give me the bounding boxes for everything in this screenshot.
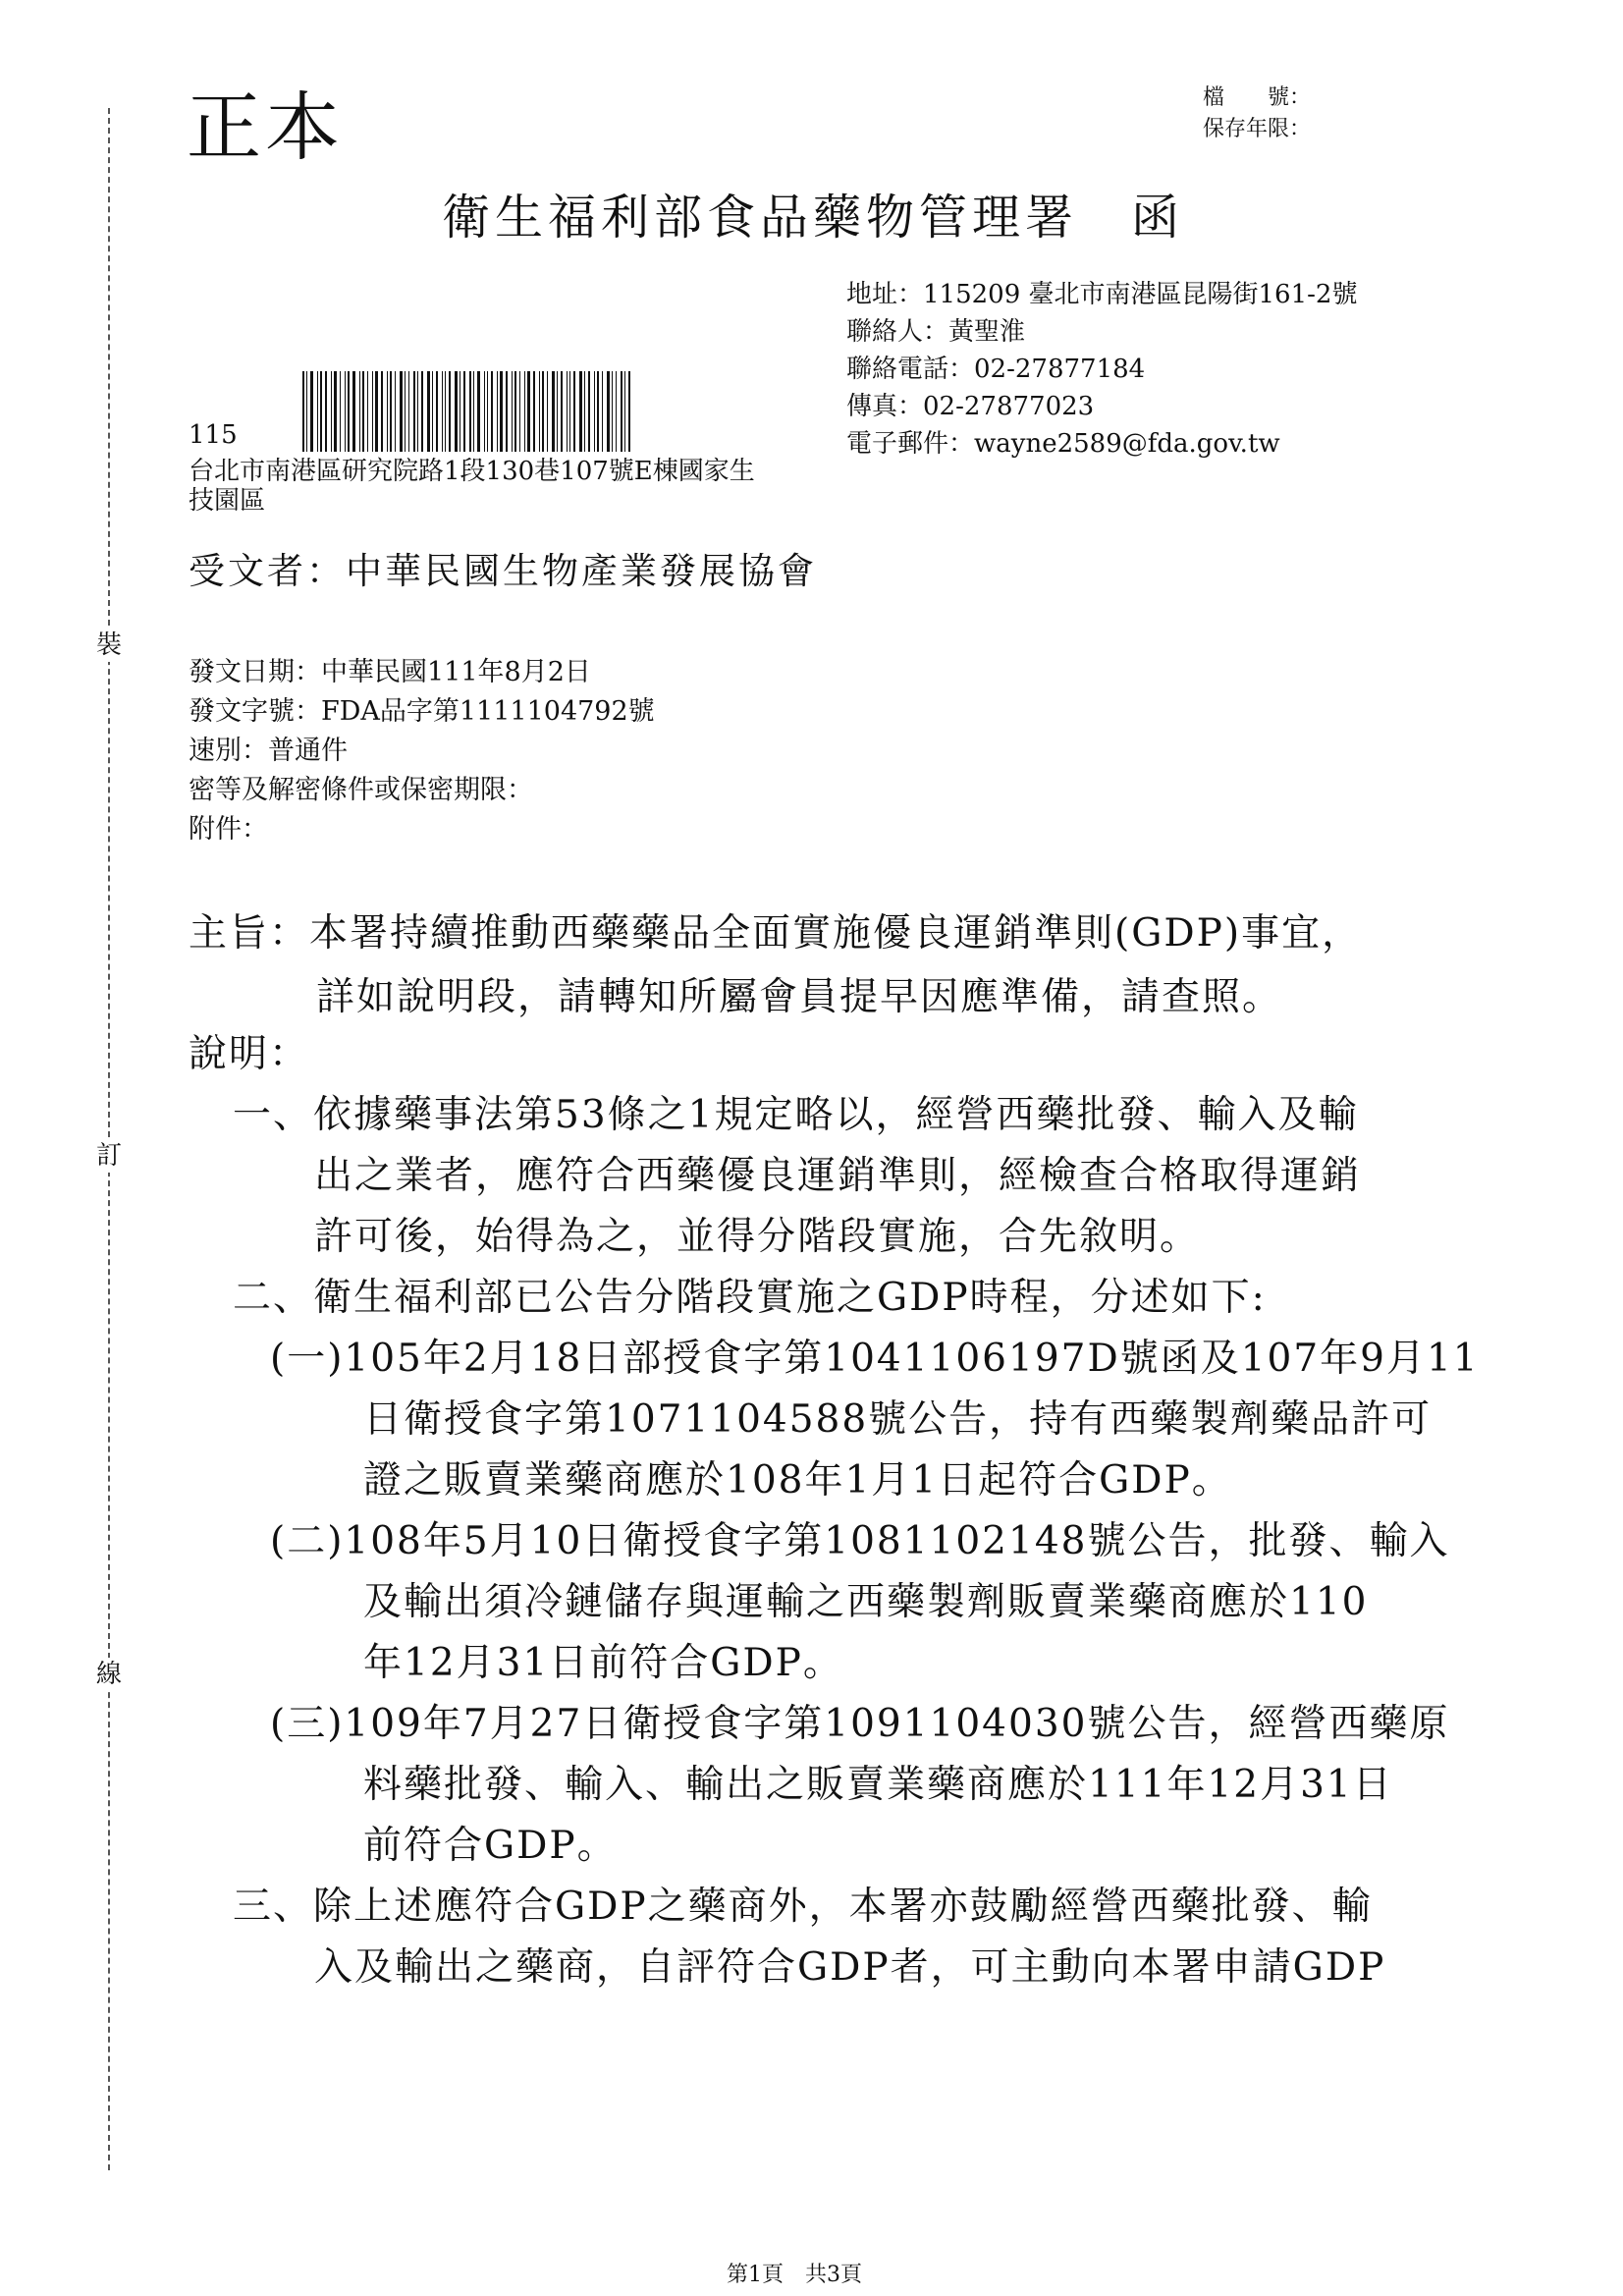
mailing-address-line2: 技園區 (189, 486, 266, 516)
item3-line1: 三、除上述應符合GDP之藥商外，本署亦鼓勵經營西藥批發、輸 (233, 1885, 1373, 1929)
contact-fax: 傳真：02-27877023 (846, 392, 1095, 421)
sub1-line3: 證之販賣業藥商應於108年1月1日起符合GDP。 (363, 1458, 1232, 1503)
barcode-bar (612, 371, 613, 452)
recipient: 受文者：中華民國生物產業發展協會 (189, 550, 817, 592)
page-number: 第1頁 共3頁 (727, 2263, 862, 2287)
barcode-bar (362, 371, 364, 452)
barcode-bar (616, 371, 617, 452)
barcode-bar (449, 371, 451, 452)
item2-line1: 二、衛生福利部已公告分階段實施之GDP時程，分述如下: (233, 1276, 1267, 1320)
sub1-line2: 日衛授食字第1071104588號公告，持有西藥製劑藥品許可 (363, 1397, 1433, 1442)
barcode-bar (519, 371, 520, 452)
barcode-bar (579, 371, 582, 452)
barcode-bar (306, 371, 307, 452)
document-number: 發文字號：FDA品字第1111104792號 (189, 696, 655, 727)
sub3-line3: 前符合GDP。 (363, 1824, 618, 1868)
barcode-bar (547, 371, 548, 452)
barcode-bar (624, 371, 625, 452)
barcode-bar (573, 371, 575, 452)
subject-line1: 主旨：本署持續推動西藥藥品全面實施優良運銷準則(GDP)事宜， (189, 911, 1363, 956)
barcode-bar (506, 371, 508, 452)
sub2-line1: (二)108年5月10日衛授食字第1081102148號公告，批發、輸入 (270, 1519, 1450, 1563)
binding-mark-line: 線 (95, 1660, 122, 1689)
barcode-bar (588, 371, 590, 452)
mail-barcode (302, 371, 679, 452)
barcode-bar (372, 371, 373, 452)
mailing-address-line1: 台北市南港區研究院路1段130巷107號E棟國家生 (189, 457, 755, 486)
barcode-bar (584, 371, 585, 452)
confidentiality: 密等及解密條件或保密期限： (189, 775, 533, 805)
barcode-bar (455, 371, 458, 452)
barcode-bar (469, 371, 471, 452)
barcode-bar (552, 371, 555, 452)
barcode-bar (302, 371, 304, 452)
retention-period-label: 保存年限： (1203, 117, 1312, 141)
sub3-line2: 料藥批發、輸入、輸出之販賣業藥商應於111年12月31日 (363, 1763, 1393, 1807)
barcode-bar (405, 371, 406, 452)
postal-code: 115 (189, 420, 238, 450)
barcode-bar (432, 371, 433, 452)
barcode-bar (628, 371, 630, 452)
barcode-bar (317, 371, 318, 452)
barcode-bar (567, 371, 568, 452)
barcode-bar (345, 371, 346, 452)
barcode-bar (621, 371, 622, 452)
barcode-bar (533, 371, 535, 452)
barcode-bar (436, 371, 438, 452)
barcode-bar (484, 371, 485, 452)
barcode-bar (413, 371, 415, 452)
binding-mark-bind: 裝 (95, 630, 122, 660)
contact-phone: 聯絡電話：02-27877184 (846, 355, 1146, 384)
barcode-bar (497, 371, 498, 452)
barcode-bar (427, 371, 430, 452)
contact-person: 聯絡人：黃聖淮 (846, 317, 1026, 347)
barcode-bar (348, 371, 350, 452)
sub1-line1: (一)105年2月18日部授食字第1041106197D號函及107年9月11 (270, 1337, 1480, 1381)
barcode-bar (597, 371, 599, 452)
barcode-bar (352, 371, 355, 452)
barcode-bar (421, 371, 423, 452)
sub2-line2: 及輸出須冷鏈儲存與運輸之西藥製劑販賣業藥商應於110 (363, 1580, 1369, 1624)
file-number-label: 檔 號： (1203, 85, 1312, 110)
barcode-bar (375, 371, 378, 452)
barcode-bar (487, 371, 488, 452)
attachment: 附件： (189, 814, 268, 845)
explanation-label: 說明： (189, 1032, 310, 1076)
sender-address: 地址：115209 臺北市南港區昆陽街161-2號 (846, 280, 1358, 309)
barcode-bar (408, 371, 409, 452)
barcode-bar (359, 371, 360, 452)
item3-line2: 入及輸出之藥商，自評符合GDP者，可主動向本署申請GDP (314, 1945, 1386, 1990)
barcode-bar (539, 371, 540, 452)
barcode-bar (477, 371, 480, 452)
issue-date: 發文日期：中華民國111年8月2日 (189, 657, 591, 687)
item1-line2: 出之業者，應符合西藥優良運銷準則，經檢查合格取得運銷 (314, 1154, 1362, 1198)
barcode-bar (400, 371, 403, 452)
barcode-bar (325, 371, 327, 452)
barcode-bar (514, 371, 516, 452)
barcode-bar (387, 371, 388, 452)
barcode-bar (395, 371, 396, 452)
barcode-bar (512, 371, 513, 452)
barcode-bar (445, 371, 446, 452)
item1-line1: 一、依據藥事法第53條之1規定略以，經營西藥批發、輸入及輸 (233, 1093, 1359, 1137)
barcode-bar (381, 371, 383, 452)
original-copy-stamp: 正本 (187, 83, 344, 171)
barcode-bar (602, 371, 603, 452)
sub2-line3: 年12月31日前符合GDP。 (363, 1641, 843, 1685)
barcode-bar (569, 371, 570, 452)
barcode-bar (473, 371, 474, 452)
document-title: 衛生福利部食品藥物管理署 函 (442, 190, 1185, 246)
barcode-bar (524, 371, 525, 452)
barcode-bar (417, 371, 418, 452)
barcode-bar (320, 371, 322, 452)
barcode-bar (390, 371, 392, 452)
item1-line3: 許可後，始得為之，並得分階段實施，合先敘明。 (314, 1215, 1201, 1259)
barcode-bar (491, 371, 493, 452)
subject-line2: 詳如說明段，請轉知所屬會員提早因應準備，請查照。 (316, 975, 1283, 1019)
barcode-bar (542, 371, 544, 452)
contact-email: 電子郵件：wayne2589@fda.gov.tw (846, 429, 1280, 459)
barcode-bar (340, 371, 341, 452)
binding-mark-staple: 訂 (95, 1141, 122, 1171)
barcode-bar (331, 371, 332, 452)
barcode-bar (527, 371, 530, 452)
barcode-bar (463, 371, 465, 452)
barcode-bar (500, 371, 503, 452)
delivery-speed: 速別：普通件 (189, 736, 348, 766)
barcode-bar (367, 371, 368, 452)
barcode-bar (594, 371, 595, 452)
barcode-bar (442, 371, 443, 452)
barcode-bar (557, 371, 558, 452)
sub3-line1: (三)109年7月27日衛授食字第1091104030號公告，經營西藥原 (270, 1702, 1450, 1746)
barcode-bar (561, 371, 563, 452)
barcode-bar (310, 371, 313, 452)
barcode-bar (607, 371, 610, 452)
barcode-bar (334, 371, 337, 452)
